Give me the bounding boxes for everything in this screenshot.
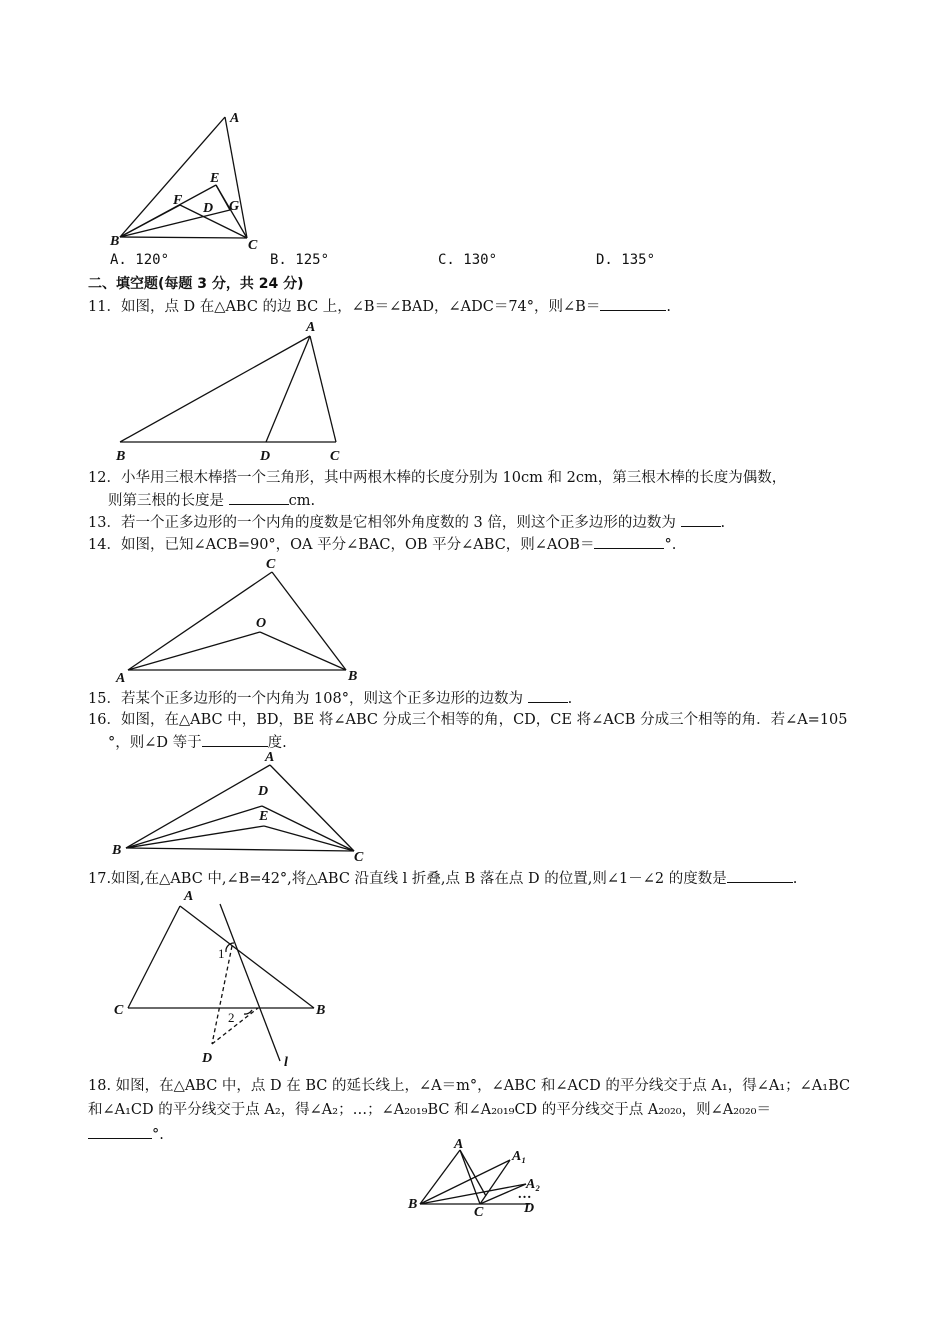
answer-blank-13[interactable] xyxy=(681,512,721,527)
fig10-label-f: F xyxy=(173,193,183,208)
fig10-label-d: D xyxy=(203,201,214,216)
fig16-triangle-figure xyxy=(108,748,378,866)
question-12-line2: 则第三根的长度是 cm. xyxy=(108,490,315,511)
fig18-label-dots: … xyxy=(518,1187,532,1202)
answer-blank-11[interactable] xyxy=(600,296,666,311)
fig18-label-a2: A₂ xyxy=(526,1177,541,1192)
section-title: 二、填空题(每题 3 分，共 24 分) xyxy=(88,276,304,292)
option-a: A. 120° xyxy=(110,252,170,268)
question-15: 15．若某个正多边形的一个内角为 108°，则这个正多边形的边数为 . xyxy=(88,688,572,709)
fig17-label-a: A xyxy=(184,889,194,904)
fig14-label-a: A xyxy=(116,671,126,686)
question-11: 11．如图，点 D 在△ABC 的边 BC 上，∠B＝∠BAD，∠ADC＝74°，则∠B＝ . xyxy=(88,296,671,317)
fig11-label-b: B xyxy=(116,449,126,464)
fig18-label-b: B xyxy=(408,1197,418,1212)
fig11-triangle-figure xyxy=(108,314,358,466)
answer-blank-12[interactable] xyxy=(229,490,289,505)
fig14-triangle-figure xyxy=(108,552,368,686)
fig10-label-a: A xyxy=(230,111,240,126)
question-16-line2: °，则∠D 等于 度. xyxy=(108,732,287,753)
option-c: C. 130° xyxy=(438,252,498,268)
answer-blank-14[interactable] xyxy=(594,534,664,549)
fig17-label-angle2: 2 xyxy=(228,1010,235,1025)
fig18-label-a: A xyxy=(454,1137,464,1152)
fig16-label-a: A xyxy=(265,750,275,765)
fig18-label-c: C xyxy=(474,1205,484,1220)
fig14-label-b: B xyxy=(348,669,358,684)
question-18-line2: 和∠A₁CD 的平分线交于点 A₂，得∠A₂；…；∠A₂₀₁₉BC 和∠A₂₀₁₉CD 的平分线交于点 A₂₀₂₀，则∠A₂₀₂₀＝ xyxy=(88,1102,771,1118)
fig17-label-d: D xyxy=(202,1051,213,1066)
fig10-label-e: E xyxy=(210,171,220,186)
fig17-label-c: C xyxy=(114,1003,124,1018)
question-16-line1: 16．如图，在△ABC 中，BD，BE 将∠ABC 分成三个相等的角，CD，CE 将∠ACB 分成三个相等的角．若∠A=105 xyxy=(88,712,848,728)
fig18-label-a1: A₁ xyxy=(512,1149,527,1164)
option-b: B. 125° xyxy=(270,252,330,268)
fig18-label-d: D xyxy=(524,1201,535,1216)
fig14-label-o: O xyxy=(256,616,267,631)
answer-blank-16[interactable] xyxy=(202,732,268,747)
answer-blank-15[interactable] xyxy=(528,688,568,703)
question-18-line3: °. xyxy=(88,1124,164,1145)
fig16-label-c: C xyxy=(354,850,364,865)
option-d: D. 135° xyxy=(596,252,656,268)
fig10-label-b: B xyxy=(110,234,120,249)
fig17-label-b: B xyxy=(316,1003,326,1018)
answer-blank-17[interactable] xyxy=(727,868,793,883)
question-12-line1: 12．小华用三根木棒搭一个三角形，其中两根木棒的长度分别为 10cm 和 2cm，第三根木棒的长度为偶数， xyxy=(88,470,787,486)
fig14-label-c: C xyxy=(266,557,276,572)
fig11-label-c: C xyxy=(330,449,340,464)
fig16-label-e: E xyxy=(259,809,269,824)
fig17-label-l: l xyxy=(284,1055,288,1070)
fig16-label-b: B xyxy=(112,843,122,858)
fig16-label-d: D xyxy=(258,784,269,799)
fig17-fold-figure xyxy=(108,886,348,1074)
fig10-label-c: C xyxy=(248,238,258,253)
fig17-label-angle1: 1 xyxy=(218,946,225,961)
question-18-line1: 18. 如图，在△ABC 中，点 D 在 BC 的延长线上，∠A＝m°，∠ABC 和∠ACD 的平分线交于点 A₁，得∠A₁；∠A₁BC xyxy=(88,1078,851,1094)
answer-blank-18[interactable] xyxy=(88,1124,152,1139)
fig10-label-g: G xyxy=(229,199,240,214)
fig11-label-a: A xyxy=(306,320,316,335)
fig10-triangle-figure xyxy=(100,105,280,253)
question-14: 14．如图，已知∠ACB=90°，OA 平分∠BAC，OB 平分∠ABC，则∠AOB＝ °. xyxy=(88,534,676,555)
fig11-label-d: D xyxy=(260,449,271,464)
question-13: 13．若一个正多边形的一个内角的度数是它相邻外角度数的 3 倍，则这个正多边形的边数为 . xyxy=(88,512,725,533)
question-17: 17.如图,在△ABC 中,∠B=42°,将△ABC 沿直线 l 折叠,点 B 落在点 D 的位置,则∠1－∠2 的度数是 . xyxy=(88,868,797,889)
fig18-bisector-figure xyxy=(400,1136,560,1220)
